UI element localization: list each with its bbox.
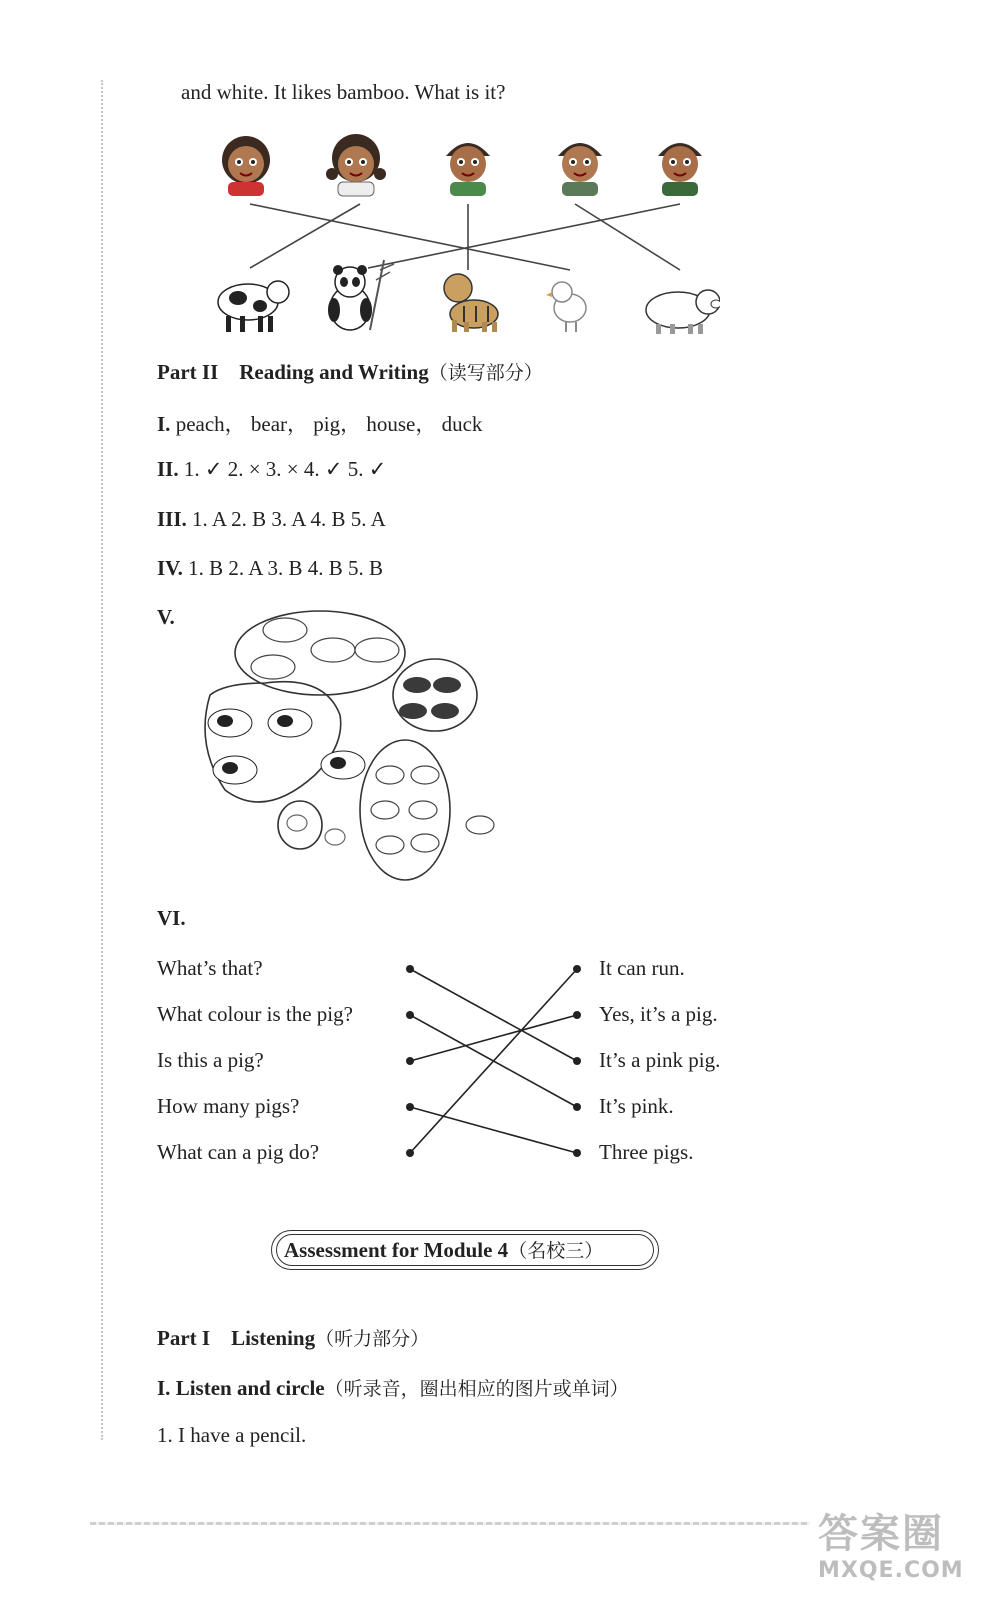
answer-text: 1. A 2. B 3. A 4. B 5. A bbox=[192, 507, 386, 531]
chick-icon bbox=[546, 282, 586, 332]
horse-icon bbox=[371, 766, 494, 854]
watermark-top-text: 答案圈 bbox=[818, 1511, 944, 1557]
watermark-bottom-text: MXQE.COM bbox=[818, 1558, 964, 1583]
answer-label: III. bbox=[157, 507, 187, 531]
matching-picture bbox=[200, 120, 720, 340]
girl-icon bbox=[222, 136, 270, 196]
duck-icon bbox=[399, 677, 461, 719]
answer-text: 1. B 2. A 3. B 4. B 5. B bbox=[188, 556, 384, 580]
question-item: What colour is the pig? bbox=[157, 1002, 353, 1026]
cow-icon bbox=[208, 709, 365, 784]
grouping-picture bbox=[185, 605, 515, 890]
answer-line-3 bbox=[157, 507, 386, 532]
part2-heading bbox=[157, 358, 543, 385]
pig-icon bbox=[251, 618, 399, 679]
module-title bbox=[284, 1236, 603, 1263]
part2-title: Part II bbox=[157, 360, 219, 384]
listen-title: Listen and circle bbox=[175, 1376, 325, 1400]
module-title-cn: （名校三） bbox=[508, 1240, 604, 1262]
response-item: It can run. bbox=[599, 956, 685, 980]
question-item: How many pigs? bbox=[157, 1094, 300, 1118]
part1-heading bbox=[157, 1324, 429, 1351]
panda-icon bbox=[328, 260, 394, 330]
part1-subtitle-cn: （听力部分） bbox=[315, 1328, 430, 1350]
part1-title: Part I bbox=[157, 1326, 211, 1350]
matching-lines bbox=[250, 204, 680, 270]
bottom-strip bbox=[90, 1522, 810, 1525]
duck-group-circle bbox=[393, 659, 477, 731]
question-matching-lines bbox=[400, 955, 590, 1165]
listen-title-cn: （听录音，圈出相应的图片或单词） bbox=[324, 1378, 629, 1400]
listen-label: I. bbox=[157, 1376, 171, 1400]
cow-icon bbox=[218, 281, 289, 332]
answer-line-1 bbox=[157, 408, 482, 438]
listening-item-1: 1. I have a pencil. bbox=[157, 1423, 307, 1447]
question-item: What’s that? bbox=[157, 956, 263, 980]
boy-icon bbox=[558, 143, 602, 196]
module-title-text: Assessment for Module 4 bbox=[284, 1238, 509, 1262]
answer-text: peach， bear， pig， house， duck bbox=[175, 412, 483, 436]
listen-heading bbox=[157, 1374, 629, 1401]
riddle-text: and white. It likes bamboo. What is it? bbox=[181, 80, 506, 104]
answer-line-2 bbox=[157, 457, 386, 482]
part1-subtitle: Listening bbox=[231, 1326, 316, 1350]
watermark-logo bbox=[808, 1500, 978, 1595]
response-item: It’s pink. bbox=[599, 1094, 674, 1118]
pig-icon bbox=[646, 290, 720, 334]
part2-subtitle-cn: （读写部分） bbox=[428, 362, 543, 384]
response-item: Yes, it’s a pig. bbox=[599, 1002, 718, 1026]
answer-line-4 bbox=[157, 556, 383, 581]
answer-label: IV. bbox=[157, 556, 183, 580]
question-item: Is this a pig? bbox=[157, 1048, 264, 1072]
section5-label: V. bbox=[157, 605, 175, 629]
response-item: It’s a pink pig. bbox=[599, 1048, 721, 1072]
answer-text: 1. ✓ 2. × 3. × 4. ✓ 5. ✓ bbox=[183, 457, 387, 481]
part2-subtitle: Reading and Writing bbox=[239, 360, 429, 384]
boy-icon bbox=[658, 143, 702, 196]
margin-dotted-line bbox=[101, 80, 103, 1440]
answer-label: II. bbox=[157, 457, 179, 481]
cow-group-circle bbox=[205, 682, 341, 802]
response-item: Three pigs. bbox=[599, 1140, 694, 1164]
question-item: What can a pig do? bbox=[157, 1140, 320, 1164]
girl-icon bbox=[326, 134, 386, 196]
answer-label: I. bbox=[157, 412, 171, 436]
section6-label: VI. bbox=[157, 906, 186, 930]
tiger-icon bbox=[444, 274, 498, 332]
boy-icon bbox=[446, 143, 490, 196]
